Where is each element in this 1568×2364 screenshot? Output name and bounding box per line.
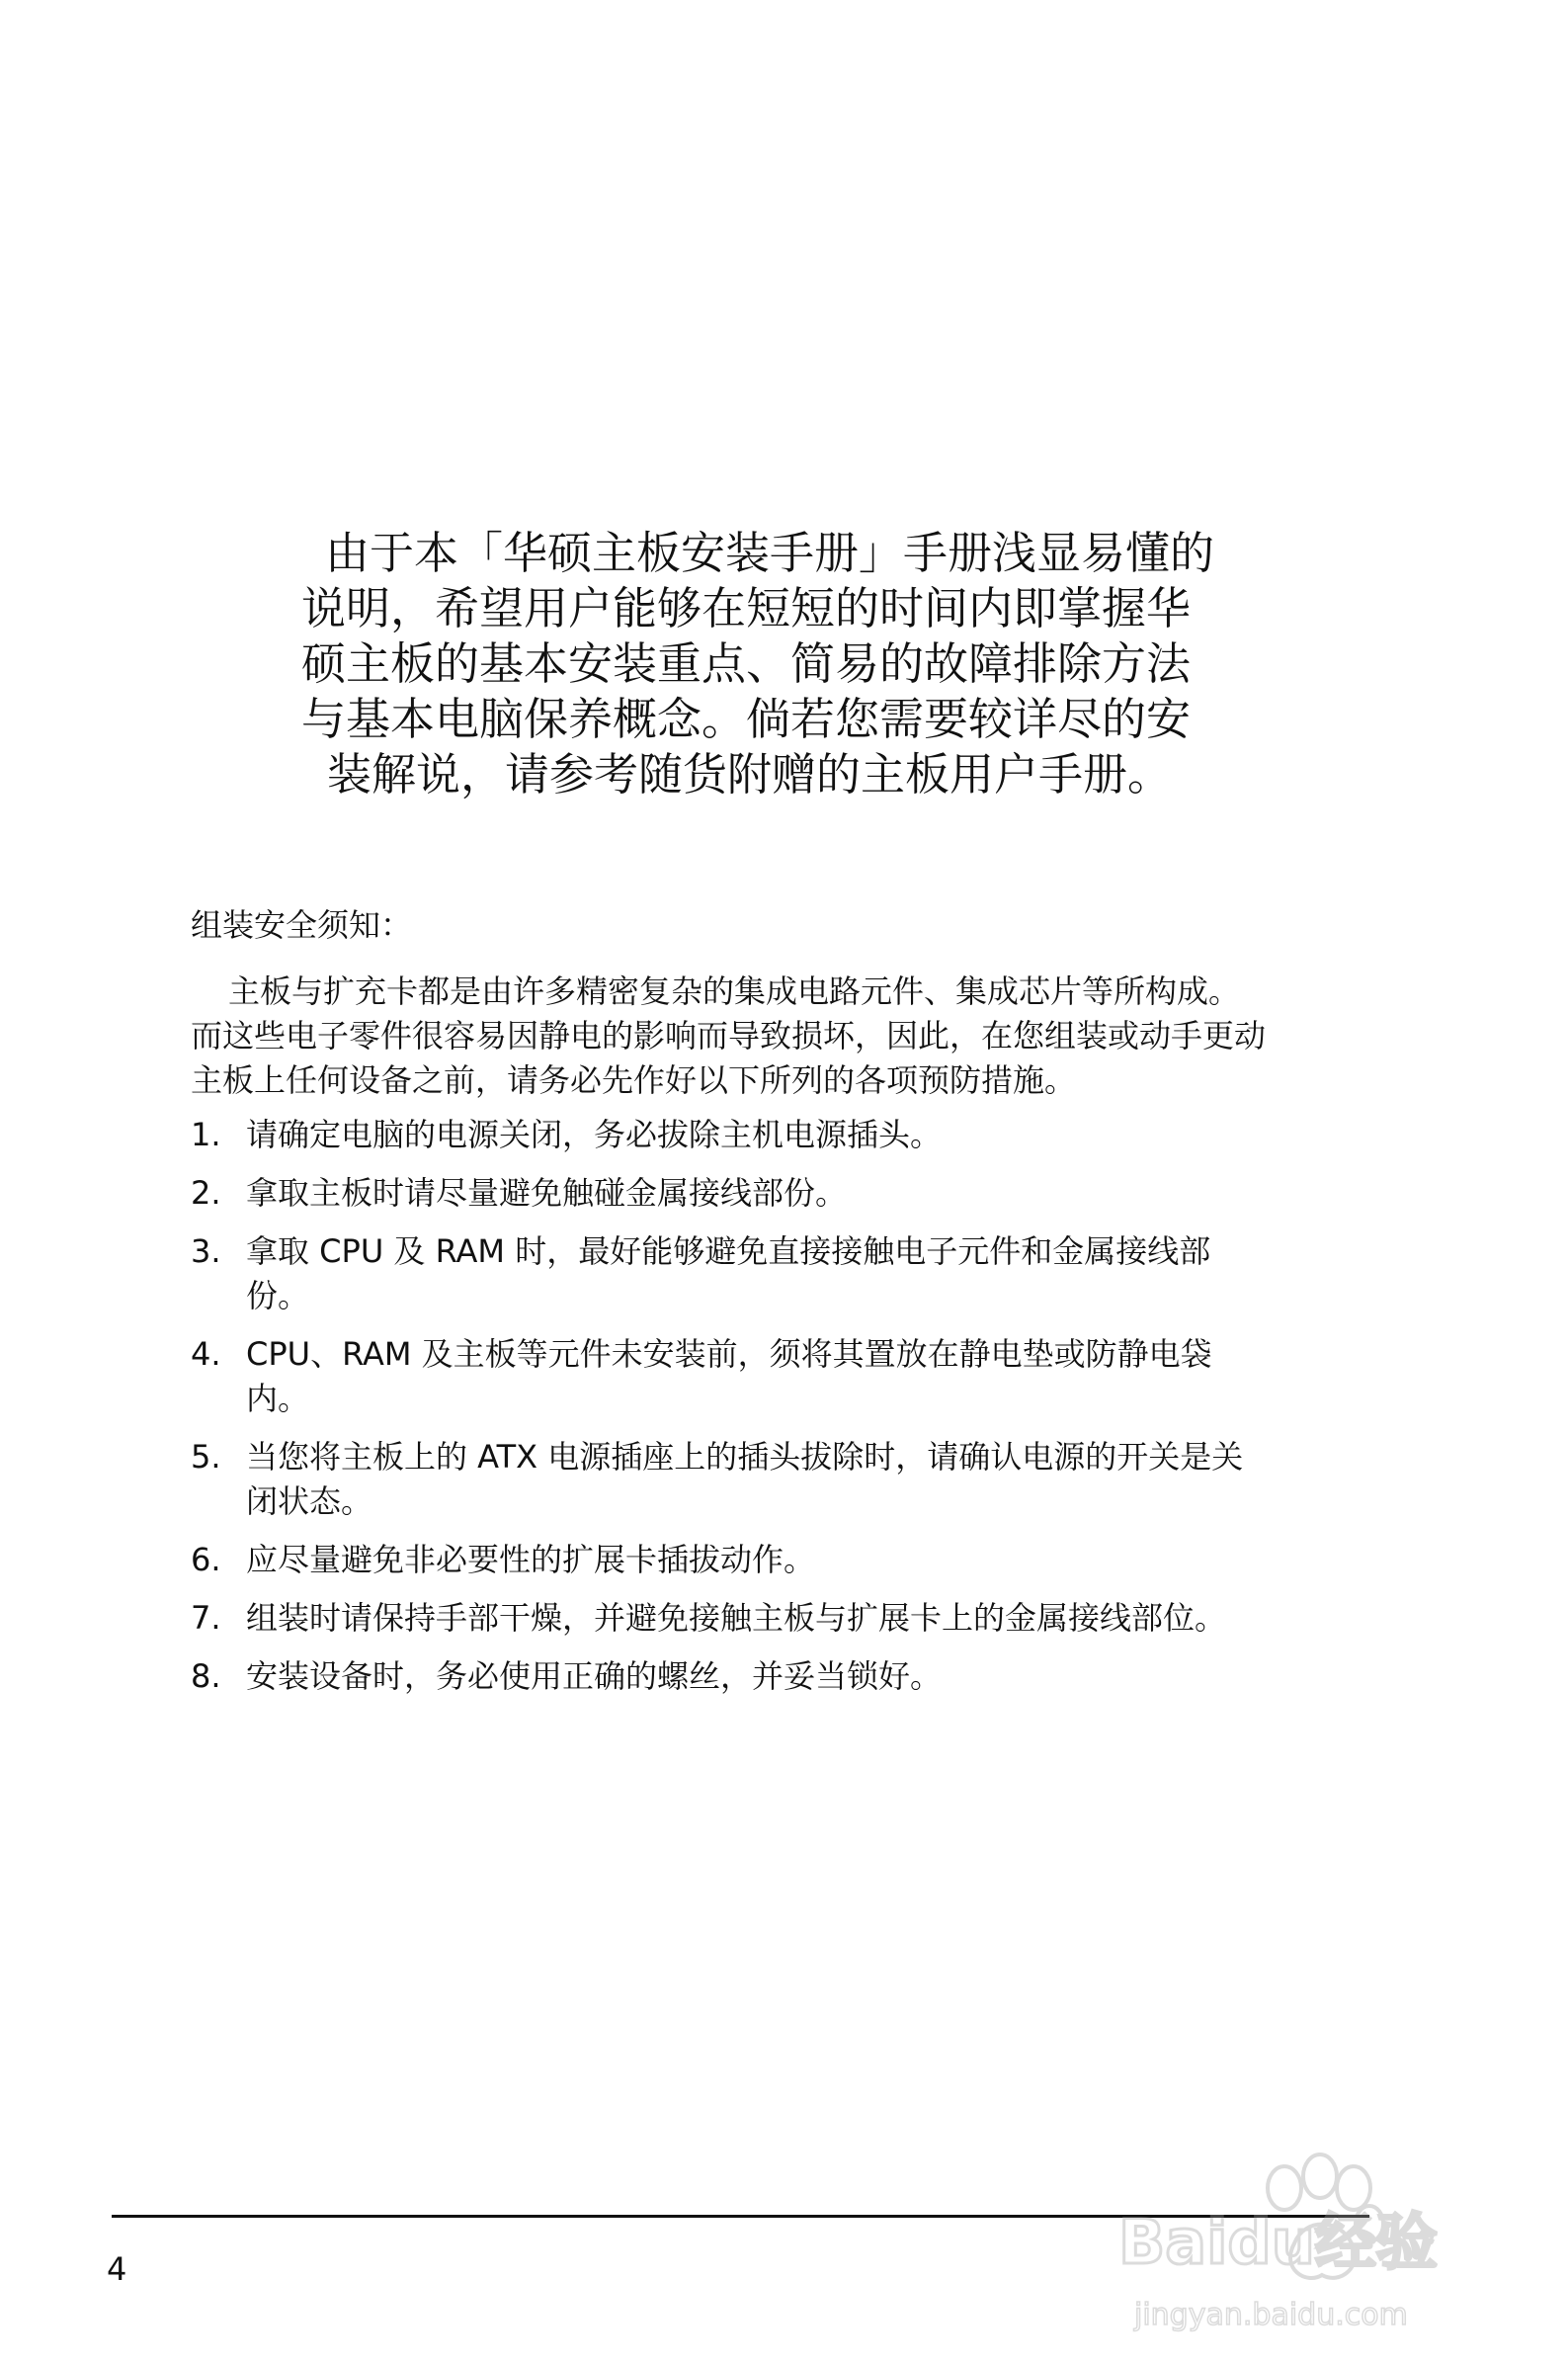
list-item-number: 8. — [191, 1657, 221, 1695]
section-title: 组装安全须知： — [191, 906, 413, 944]
list-item-line: 请确定电脑的电源关闭，务必拔除主机电源插头。 — [246, 1116, 943, 1153]
list-item-line: 组装时请保持手部干燥，并避免接触主板与扩展卡上的金属接线部位。 — [246, 1599, 1227, 1637]
list-item-text — [246, 1435, 1406, 1524]
intro-line: 与基本电脑保养概念。倘若您需要较详尽的安 — [301, 693, 1192, 745]
list-item — [191, 1229, 1406, 1318]
list-item-number: 5. — [191, 1438, 221, 1476]
list-item — [191, 1113, 1406, 1157]
intro-line: 由于本「华硕主板安装手册」手册浅显易懂的 — [325, 527, 1215, 579]
paragraph-line: 主板与扩充卡都是由许多精密复杂的集成电路元件、集成芯片等所构成。 — [228, 972, 1241, 1010]
list-item-text — [246, 1332, 1406, 1421]
intro-line: 装解说，请参考随货附赠的主板用户手册。 — [327, 748, 1173, 801]
list-item-line: CPU、RAM 及主板等元件未安装前，须将其置放在静电垫或防静电袋 — [246, 1335, 1212, 1373]
list-item-text — [246, 1113, 1406, 1157]
list-item-line: 内。 — [246, 1380, 310, 1417]
list-item-text — [246, 1596, 1406, 1641]
list-item-line: 安装设备时，务必使用正确的螺丝，并妥当锁好。 — [246, 1657, 943, 1695]
intro-line: 硕主板的基本安装重点、简易的故障排除方法 — [301, 637, 1192, 690]
paragraph-line: 主板上任何设备之前，请务必先作好以下所列的各项预防措施。 — [191, 1061, 1077, 1099]
list-item-line: 份。 — [246, 1277, 310, 1314]
safety-section — [191, 903, 1406, 1713]
list-item-number: 3. — [191, 1232, 221, 1270]
list-item-number: 1. — [191, 1116, 221, 1153]
list-item-line: 拿取主板时请尽量避免触碰金属接线部份。 — [246, 1174, 848, 1212]
list-item-text — [246, 1171, 1406, 1216]
list-item-line: 闭状态。 — [246, 1482, 373, 1520]
list-item-number: 6. — [191, 1541, 221, 1578]
list-item — [191, 1332, 1406, 1421]
safety-steps-list — [191, 1113, 1406, 1699]
list-item — [191, 1538, 1406, 1582]
list-item-text — [246, 1654, 1406, 1699]
list-item-line: 当您将主板上的 ATX 电源插座上的插头拔除时，请确认电源的开关是关 — [246, 1438, 1244, 1476]
list-item-line: 拿取 CPU 及 RAM 时，最好能够避免直接接触电子元件和金属接线部 — [246, 1232, 1211, 1270]
list-item-text — [246, 1229, 1406, 1318]
list-item-line: 应尽量避免非必要性的扩展卡插拔动作。 — [246, 1541, 816, 1578]
list-item-number: 4. — [191, 1335, 221, 1373]
list-item — [191, 1171, 1406, 1216]
paragraph-line: 而这些电子零件很容易因静电的影响而导致损坏，因此，在您组装或动手更动 — [191, 1017, 1267, 1055]
list-item-number: 2. — [191, 1174, 221, 1212]
watermark-brand: Baidu经验 — [1118, 2206, 1438, 2278]
list-item-number: 7. — [191, 1599, 221, 1637]
page-number: 4 — [107, 2250, 127, 2288]
list-item — [191, 1596, 1406, 1641]
watermark — [1111, 2127, 1490, 2336]
list-item — [191, 1654, 1406, 1699]
intro-paragraph — [301, 526, 1279, 802]
safety-paragraph — [191, 970, 1406, 1103]
paw-icon — [1111, 2127, 1490, 2336]
list-item-text — [246, 1538, 1406, 1582]
intro-line: 说明，希望用户能够在短短的时间内即掌握华 — [301, 582, 1192, 634]
watermark-url: jingyan.baidu.com — [1134, 2298, 1408, 2332]
list-item — [191, 1435, 1406, 1524]
